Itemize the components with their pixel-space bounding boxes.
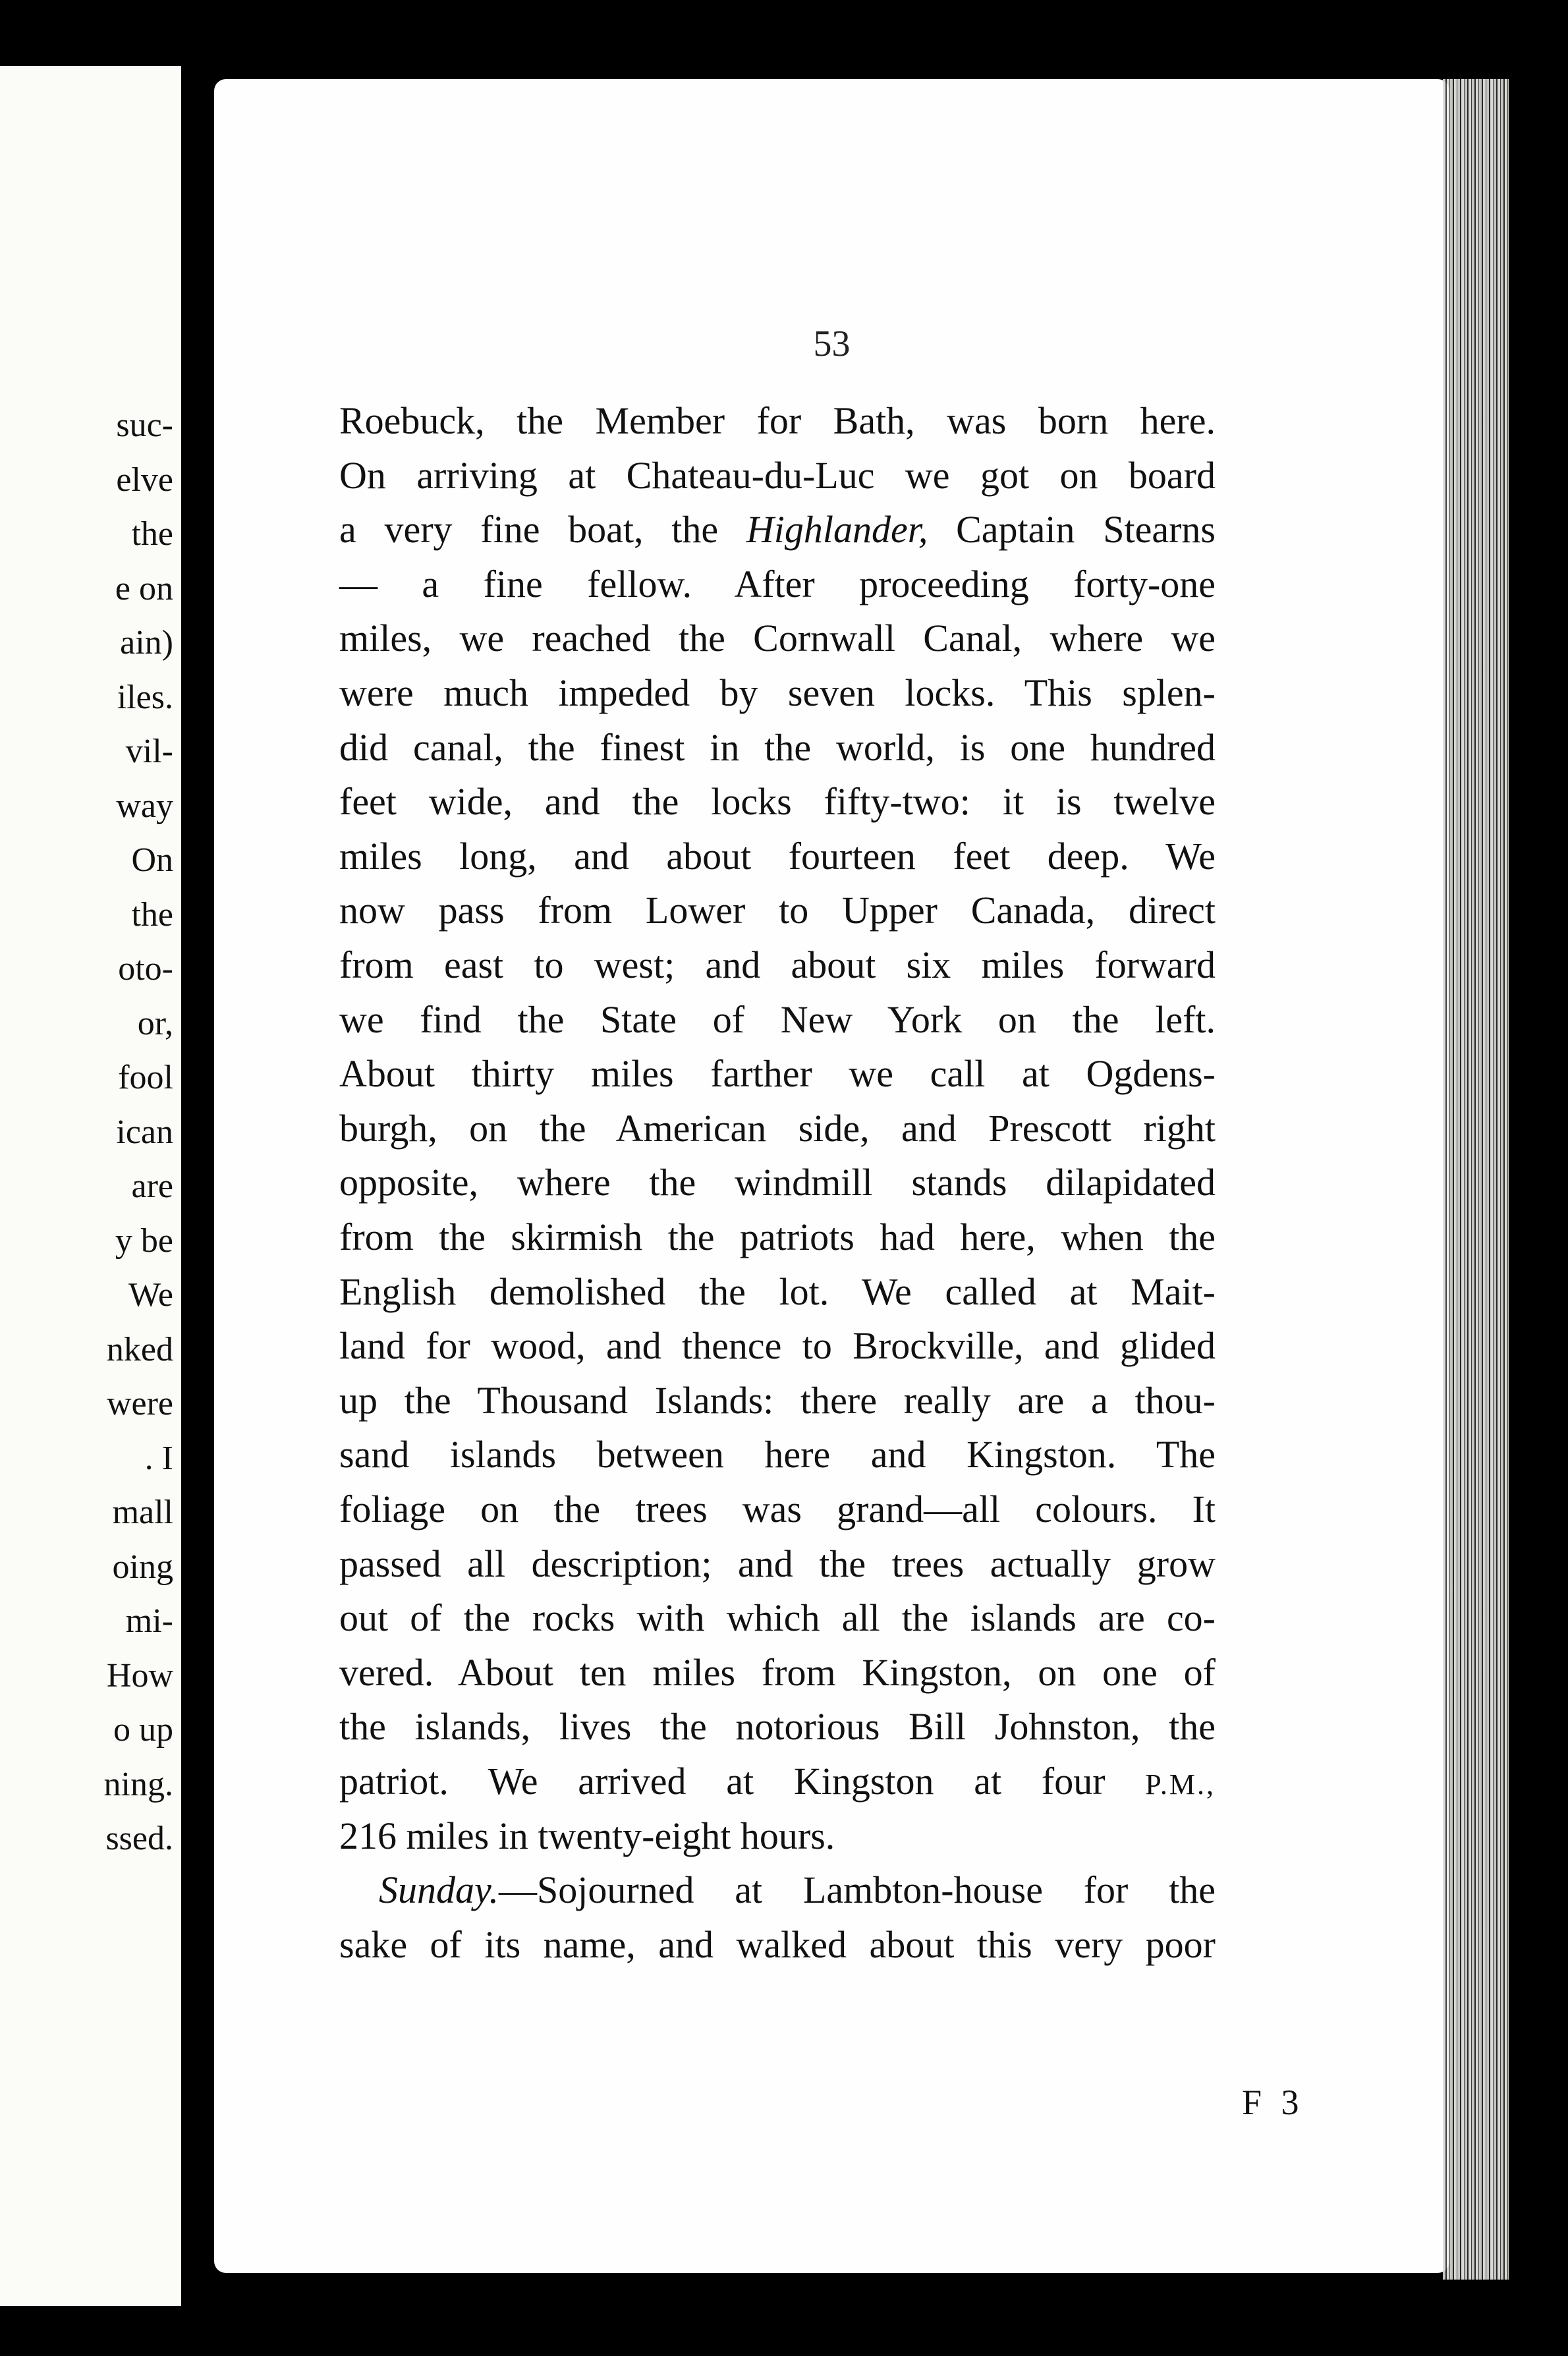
text-line: now pass from Lower to Upper Canada, direct <box>339 889 1216 932</box>
text-line <box>379 1868 1216 1912</box>
text-line: — a fine fellow. After proceeding forty-one <box>339 562 1216 605</box>
text-line <box>339 508 1216 551</box>
left-page-fragment: oing <box>112 1548 173 1586</box>
right-page <box>214 79 1449 2273</box>
left-page-fragment: mall <box>112 1494 173 1531</box>
left-page-fragment: or, <box>137 1004 173 1042</box>
text-line: opposite, where the windmill stands dilapidated <box>339 1161 1216 1204</box>
text-line: land for wood, and thence to Brockville, and glided <box>339 1324 1216 1368</box>
text-line: 216 miles in twenty-eight hours. <box>339 1814 835 1857</box>
text-run: —Sojourned at Lambton-house for the <box>499 1868 1216 1912</box>
text-line: foliage on the trees was grand—all colours. It <box>339 1488 1216 1530</box>
text-line: On arriving at Chateau-du-Luc we got on board <box>339 453 1216 497</box>
left-page-fragment: ssed. <box>105 1820 173 1857</box>
left-facing-page <box>0 66 184 2306</box>
text-run: Captain Stearns <box>928 508 1216 551</box>
left-page-fragment: nked <box>106 1330 173 1368</box>
left-page-fragment: fool <box>118 1059 173 1096</box>
text-line: did canal, the finest in the world, is one hundred <box>339 725 1216 769</box>
left-page-fragment: On <box>131 841 173 879</box>
text-line: Roebuck, the Member for Bath, was born here. <box>339 399 1216 442</box>
text-line: we find the State of New York on the left. <box>339 997 1216 1041</box>
left-page-fragment: are <box>131 1167 173 1205</box>
text-line: feet wide, and the locks fifty-two: it is twelve <box>339 780 1216 824</box>
text-line: sake of its name, and walked about this very poor <box>339 1922 1216 1966</box>
left-page-fragment: the <box>131 515 173 553</box>
text-line: vered. About ten miles from Kingston, on one of <box>339 1650 1216 1694</box>
text-line: burgh, on the American side, and Prescott right <box>339 1106 1216 1150</box>
left-page-fragment: e on <box>115 569 173 607</box>
left-page-fragment: vil- <box>125 733 173 770</box>
text-line: up the Thousand Islands: there really are a thou- <box>339 1378 1216 1422</box>
italic-text: Sunday. <box>379 1868 499 1912</box>
left-page-fragment: way <box>116 787 173 825</box>
left-page-fragment: We <box>128 1276 173 1314</box>
left-page-fragment: elve <box>116 461 173 499</box>
text-line: out of the rocks with which all the islands are co- <box>339 1596 1216 1640</box>
signature-mark: F 3 <box>1242 2083 1304 2122</box>
left-page-fragment: . I <box>144 1439 173 1477</box>
left-page-fragment: How <box>106 1656 173 1695</box>
left-page-fragment: suc- <box>116 407 173 444</box>
text-run: a very fine boat, the <box>339 508 746 551</box>
page-number: 53 <box>813 323 851 364</box>
text-line: About thirty miles farther we call at Ogdens- <box>339 1052 1216 1096</box>
text-line: miles, we reached the Cornwall Canal, where we <box>339 617 1216 660</box>
text-line: miles long, and about fourteen feet deep. We <box>339 834 1216 878</box>
text-line: English demolished the lot. We called at Mait- <box>339 1270 1216 1313</box>
text-line: sand islands between here and Kingston. The <box>339 1433 1216 1476</box>
page-edges <box>1443 79 1509 2280</box>
text-line: passed all description; and the trees actually grow <box>339 1542 1216 1585</box>
text-line: the islands, lives the notorious Bill Johnston, the <box>339 1705 1216 1749</box>
left-page-fragment: y be <box>115 1221 173 1260</box>
left-page-fragment: were <box>106 1385 173 1422</box>
left-page-fragment: ning. <box>103 1765 173 1803</box>
text-line: from east to west; and about six miles forward <box>339 943 1216 986</box>
text-line: were much impeded by seven locks. This splen- <box>339 671 1216 714</box>
text-line <box>339 1762 1216 1801</box>
left-page-fragment: mi- <box>125 1602 173 1640</box>
italic-text: Highlander, <box>746 508 928 551</box>
left-page-fragment: the <box>131 895 173 934</box>
text-line: from the skirmish the patriots had here, when the <box>339 1216 1216 1258</box>
left-page-fragment: ain) <box>120 624 173 661</box>
book-gutter <box>181 53 214 2332</box>
left-page-fragment: iles. <box>117 678 173 716</box>
left-page-fragment: o up <box>113 1711 173 1749</box>
text-run: patriot. We arrived at Kingston at four <box>339 1760 1146 1803</box>
left-page-fragment: oto- <box>118 950 173 988</box>
left-page-fragment: ican <box>116 1113 173 1151</box>
small-caps-text: P.M., <box>1145 1768 1216 1801</box>
